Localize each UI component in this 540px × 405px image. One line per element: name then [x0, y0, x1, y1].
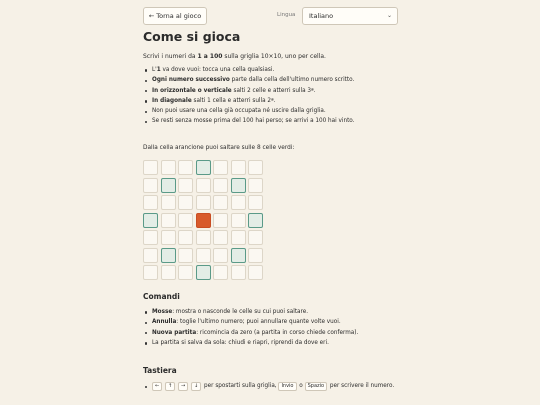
- grid-cell: [196, 248, 211, 263]
- grid-cell-target: [231, 248, 246, 263]
- grid-cell: [248, 178, 263, 193]
- grid-cell: [213, 265, 228, 280]
- grid-cell: [143, 248, 158, 263]
- grid-cell-origin: [196, 213, 211, 228]
- arrow-right-key-icon: →: [178, 382, 188, 391]
- grid-cell: [161, 195, 176, 210]
- grid-cell: [161, 213, 176, 228]
- keyboard-text-1: per spostarti sulla griglia,: [202, 383, 279, 389]
- grid-cell: [178, 265, 193, 280]
- grid-cell: [248, 248, 263, 263]
- grid-cell: [231, 230, 246, 245]
- grid-cell: [213, 195, 228, 210]
- grid-cell: [248, 195, 263, 210]
- grid-cell: [248, 160, 263, 175]
- grid-cell: [143, 195, 158, 210]
- grid-cell: [213, 178, 228, 193]
- grid-cell-target: [196, 160, 211, 175]
- grid-cell: [143, 178, 158, 193]
- keyboard-item: [143, 382, 398, 391]
- grid-cell-target: [161, 178, 176, 193]
- rule-item: L'1 va dove vuoi: tocca una cella qualsiasi.: [143, 67, 398, 74]
- grid-cell: [143, 160, 158, 175]
- rule-item: Ogni numero successivo parte dalla cella dell'ultimo numero scritto.: [143, 77, 398, 84]
- topbar: [143, 7, 398, 25]
- grid-hint: Dalla cella arancione puoi saltare sulle 8 celle verdi:: [143, 145, 295, 151]
- grid-cell: [213, 230, 228, 245]
- rule-item: In diagonale salti 1 cella e atterri sulla 2ª.: [143, 98, 398, 105]
- language-selected-value: Italiano: [309, 12, 334, 20]
- grid-cell: [161, 230, 176, 245]
- arrow-left-icon: ←: [148, 12, 155, 20]
- intro-post: sulla griglia 10×10, uno per cella.: [222, 53, 326, 60]
- keyboard-title: Tastiera: [143, 366, 177, 375]
- grid-cell: [231, 160, 246, 175]
- grid-cell: [161, 265, 176, 280]
- page-title: Come si gioca: [143, 29, 241, 44]
- grid-cell: [213, 160, 228, 175]
- grid-cell: [248, 230, 263, 245]
- grid-cell: [143, 230, 158, 245]
- commands-title: Comandi: [143, 292, 180, 301]
- grid-cell-target: [143, 213, 158, 228]
- grid-cell: [248, 265, 263, 280]
- arrow-up-key-icon: ↑: [165, 382, 175, 391]
- grid-cell: [143, 265, 158, 280]
- intro-text: [143, 53, 326, 60]
- intro-pre: Scrivi i numeri da: [143, 53, 198, 60]
- grid-cell: [196, 195, 211, 210]
- grid-cell: [178, 230, 193, 245]
- grid-cell: [231, 195, 246, 210]
- grid-cell: [196, 178, 211, 193]
- grid-cell: [231, 213, 246, 228]
- rule-item: Non puoi usare una cella già occupata né uscire dalla griglia.: [143, 108, 398, 115]
- grid-cell-target: [231, 178, 246, 193]
- grid-cell-target: [196, 265, 211, 280]
- arrow-left-key-icon: ←: [152, 382, 162, 391]
- keyboard-or: o: [297, 383, 305, 389]
- command-item: Nuova partita: ricomincia da zero (a partita in corso chiede conferma).: [143, 330, 398, 337]
- grid-cell-target: [161, 248, 176, 263]
- grid-cell: [213, 213, 228, 228]
- rules-list: [143, 67, 398, 129]
- command-item: Mosse: mostra o nasconde le celle su cui puoi saltare.: [143, 309, 398, 316]
- grid-cell: [161, 160, 176, 175]
- intro-bold: 1 a 100: [197, 53, 223, 60]
- grid-cell: [178, 195, 193, 210]
- chevron-down-icon: ⌄: [386, 12, 392, 19]
- back-to-game-button[interactable]: [143, 7, 207, 25]
- enter-key: Invio: [278, 382, 296, 391]
- grid-cell: [213, 248, 228, 263]
- language-select[interactable]: [302, 7, 398, 25]
- example-grid: [143, 160, 265, 282]
- arrow-down-key-icon: ↓: [191, 382, 201, 391]
- grid-cell: [178, 160, 193, 175]
- commands-list: [143, 309, 398, 350]
- space-key: Spazio: [305, 382, 327, 391]
- grid-cell: [231, 265, 246, 280]
- rule-item: Se resti senza mosse prima del 100 hai perso; se arrivi a 100 hai vinto.: [143, 118, 398, 125]
- grid-cell: [196, 230, 211, 245]
- grid-cell: [178, 213, 193, 228]
- rule-item: In orizzontale o verticale salti 2 celle e atterri sulla 3ª.: [143, 88, 398, 95]
- command-item: La partita si salva da sola: chiudi e riapri, riprendi da dove eri.: [143, 340, 398, 347]
- grid-cell-target: [248, 213, 263, 228]
- back-button-label: Torna al gioco: [156, 12, 202, 20]
- language-label: Lingua: [277, 12, 296, 18]
- grid-cell: [178, 248, 193, 263]
- grid-cell: [178, 178, 193, 193]
- keyboard-text-2: per scrivere il numero.: [328, 383, 395, 389]
- command-item: Annulla: toglie l'ultimo numero; puoi annullare quante volte vuoi.: [143, 319, 398, 326]
